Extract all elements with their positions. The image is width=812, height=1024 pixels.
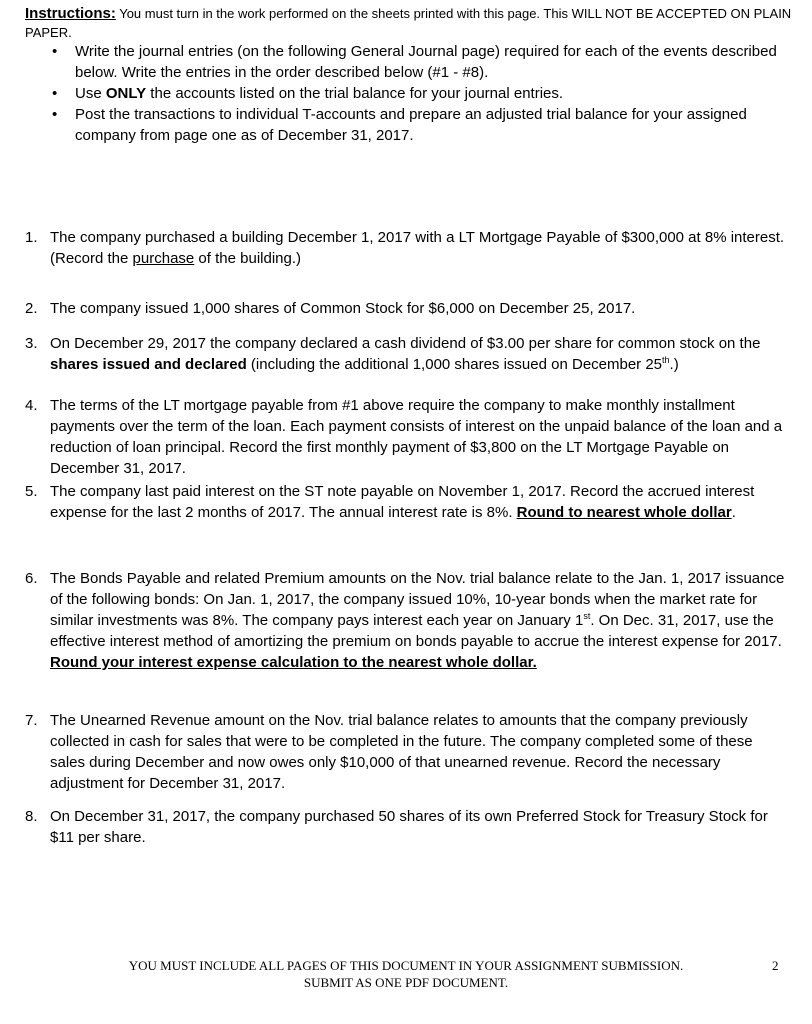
footer-line-1: YOU MUST INCLUDE ALL PAGES OF THIS DOCUMENT IN YOUR ASSIGNMENT SUBMISSION. (128, 958, 684, 973)
question-2 (25, 298, 787, 319)
question-number: 1. (25, 229, 38, 246)
body-text: Write the journal entries (on the following General Journal page) required for each of the events described below. Write the entries in the order described below (#1 - #8). (75, 43, 777, 81)
question-1 (25, 227, 787, 269)
body-text: (including the additional 1,000 shares issued on December 25 (246, 356, 663, 373)
bullet-item (50, 104, 790, 146)
body-text: The company last paid interest on the ST note payable on November 1, 2017. Record the accrued interest expense for the last 2 months of 2017. The annual interest rate is 8%. (50, 483, 755, 521)
emphasis-text: Round to nearest whole dollar (516, 504, 732, 521)
question-4 (25, 395, 787, 479)
instructions-text: You must turn in the work performed on the sheets printed with this page. This WILL NOT BE ACCEPTED ON PLAIN PAPER. (25, 6, 792, 40)
page-footer (0, 957, 812, 991)
body-text: Post the transactions to individual T-accounts and prepare an adjusted trial balance for your assigned company from page one as of December 31, 2017. (75, 106, 747, 144)
emphasis-text: shares issued and declared (50, 356, 247, 373)
bullet-icon: • (52, 106, 58, 123)
instruction-bullets (50, 41, 790, 146)
body-text: The terms of the LT mortgage payable from #1 above require the company to make monthly installment payments over the term of the loan. Each payment consists of interest on the unpaid balance of the loan and a reduction of loan principal. Record the first monthly payment of $3,800 on the LT Mortgage Payable on December 31, 2017. (50, 397, 783, 477)
question-3 (25, 333, 787, 375)
question-number: 2. (25, 300, 38, 317)
bullet-item (50, 83, 790, 104)
body-text: The Unearned Revenue amount on the Nov. trial balance relates to amounts that the company previously collected in cash for sales that were to be completed in the future. The company completed some of these sales during December and now owes only $10,000 of that unearned revenue. Record the necessary adjustment for December 31, 2017. (50, 712, 753, 792)
question-number: 6. (25, 570, 38, 587)
question-5 (25, 481, 787, 523)
body-text: of the building.) (194, 250, 302, 267)
question-number: 4. (25, 397, 38, 414)
question-number: 5. (25, 483, 38, 500)
body-text: On December 29, 2017 the company declared a cash dividend of $3.00 per share for common stock on the (50, 335, 761, 352)
body-text: The Bonds Payable and related Premium amounts on the Nov. trial balance relate to the Jan. 1, 2017 issuance of the following bonds: On Jan. 1, 2017, the company issued 10%, 10-year bonds when the market rate for similar investments was 8%. The company pays interest each year on January 1 (50, 570, 785, 629)
question-number: 8. (25, 808, 38, 825)
body-text: The company issued 1,000 shares of Common Stock for $6,000 on December 25, 2017. (50, 300, 636, 317)
question-8 (25, 806, 787, 848)
superscript-text: th (662, 355, 670, 365)
superscript-text: st (583, 611, 591, 621)
body-text: The company purchased a building December 1, 2017 with a LT Mortgage Payable of $300,000 at 8% interest. (Record the (50, 229, 785, 267)
footer-line-2: SUBMIT AS ONE PDF DOCUMENT. (303, 975, 509, 990)
emphasis-text: Round your interest expense calculation to the nearest whole dollar. (50, 654, 537, 671)
instructions (25, 4, 795, 42)
emphasis-text: ONLY (105, 85, 147, 102)
bullet-icon: • (52, 43, 58, 60)
page-number: 2 (772, 958, 779, 973)
body-text: Use (75, 85, 106, 102)
underlined-text: purchase (132, 250, 195, 267)
body-text: . (731, 504, 736, 521)
question-6 (25, 568, 787, 673)
question-7 (25, 710, 787, 794)
question-number: 3. (25, 335, 38, 352)
question-number: 7. (25, 712, 38, 729)
body-text: . On Dec. 31, 2017, use the effective interest method of amortizing the premium on bonds payable to accrue the interest expense for 2017. (50, 612, 782, 650)
body-text: the accounts listed on the trial balance for your journal entries. (146, 85, 564, 102)
body-text: On December 31, 2017, the company purchased 50 shares of its own Preferred Stock for Treasury Stock for $11 per share. (50, 808, 768, 846)
bullet-item (50, 41, 790, 83)
body-text: .) (669, 356, 679, 373)
instructions-label: Instructions: (25, 5, 116, 22)
bullet-icon: • (52, 85, 58, 102)
